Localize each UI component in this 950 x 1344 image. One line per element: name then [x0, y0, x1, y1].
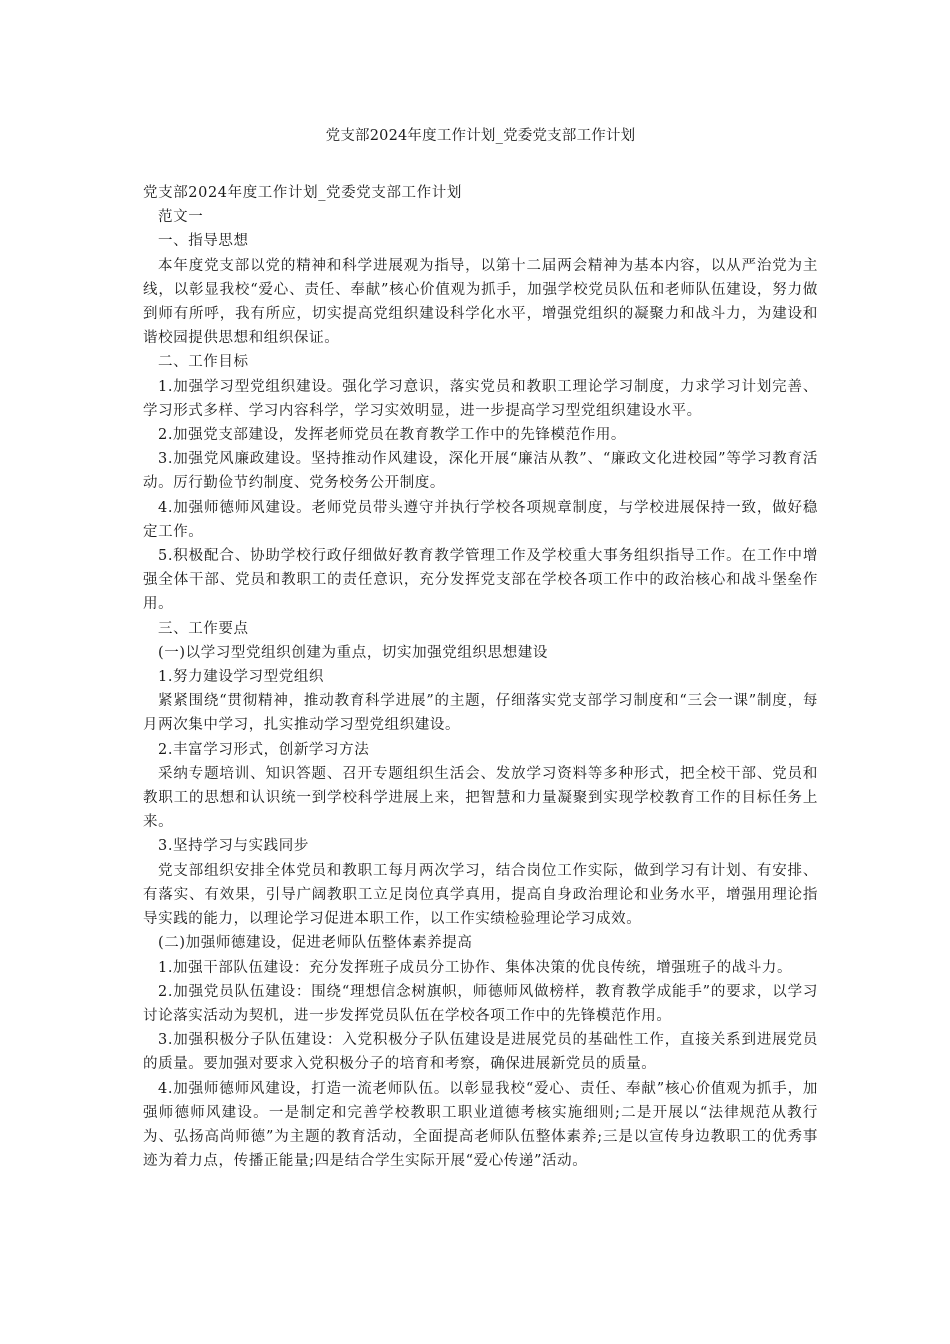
paragraph: 1.加强干部队伍建设：充分发挥班子成员分工协作、集体决策的优良传统，增强班子的战斗力。	[158, 959, 793, 976]
paragraph: 党支部2024年度工作计划_党委党支部工作计划	[143, 185, 462, 201]
paragraph: 二、工作目标	[158, 354, 249, 371]
paragraph: 3.加强积极分子队伍建设：入党积极分子队伍建设是进展党员的基础性工作，直接关系到进展党员的质量。要加强对要求入党积极分子的培育和考察，确保进展新党员的质量。	[143, 1032, 818, 1073]
paragraph: 范文一	[158, 209, 204, 226]
paragraph: 3.加强党风廉政建设。坚持推动作风建设，深化开展“廉洁从教”、“廉政文化进校园”等学习教育活动。厉行勤俭节约制度、党务校务公开制度。	[143, 451, 818, 492]
document-title: 党支部2024年度工作计划_党委党支部工作计划	[325, 128, 636, 144]
paragraph: 3.坚持学习与实践同步	[158, 838, 309, 855]
paragraph: 1.加强学习型党组织建设。强化学习意识，落实党员和教职工理论学习制度，力求学习计划完善、学习形式多样、学习内容科学，学习实效明显，进一步提高学习型党组织建设水平。	[143, 378, 818, 419]
paragraph: 党支部组织安排全体党员和教职工每月两次学习，结合岗位工作实际，做到学习有计划、有安排、有落实、有效果，引导广阔教职工立足岗位真学真用，提高自身政治理论和业务水平，增强用理论指导实践的能力，以理论学习促进本职工作，以工作实绩检验理论学习成效。	[143, 862, 818, 928]
paragraph: 本年度党支部以党的精神和科学进展观为指导，以第十二届两会精神为基本内容，以从严治党为主线，以彰显我校“爱心、责任、奉献”核心价值观为抓手，加强学校党员队伍和老师队伍建设，努力做到师有所呼，我有所应，切实提高党组织建设科学化水平，增强党组织的凝聚力和战斗力，为建设和谐校园提供思想和组织保证。	[143, 257, 818, 347]
paragraph: (二)加强师德建设，促进老师队伍整体素养提高	[158, 935, 473, 952]
document-body	[143, 181, 818, 1173]
paragraph: (一)以学习型党组织创建为重点，切实加强党组织思想建设	[158, 644, 549, 661]
paragraph: 一、指导思想	[158, 233, 249, 250]
paragraph: 2.丰富学习形式，创新学习方法	[158, 741, 370, 758]
paragraph: 采纳专题培训、知识答题、召开专题组织生活会、发放学习资料等多种形式，把全校干部、党员和教职工的思想和认识统一到学校科学进展上来，把智慧和力量凝聚到实现学校教育工作的目标任务上来。	[143, 765, 818, 831]
paragraph: 4.加强师德师风建设，打造一流老师队伍。以彰显我校“爱心、责任、奉献”核心价值观为抓手，加强师德师风建设。一是制定和完善学校教职工职业道德考核实施细则;二是开展以“法律规范从教行为、弘扬高尚师德”为主题的教育活动，全面提高老师队伍整体素养;三是以宣传身边教职工的优秀事迹为着力点，传播正能量;四是结合学生实际开展“爱心传递”活动。	[143, 1080, 818, 1170]
paragraph: 5.积极配合、协助学校行政仔细做好教育教学管理工作及学校重大事务组织指导工作。在工作中增强全体干部、党员和教职工的责任意识，充分发挥党支部在学校各项工作中的政治核心和战斗堡垒作用。	[143, 548, 818, 613]
paragraph: 2.加强党员队伍建设：围绕“理想信念树旗帜，师德师风做榜样，教育教学成能手”的要求，以学习讨论落实活动为契机，进一步发挥党员队伍在学校各项工作中的先锋模范作用。	[143, 983, 818, 1024]
paragraph: 4.加强师德师风建设。老师党员带头遵守并执行学校各项规章制度，与学校进展保持一致，做好稳定工作。	[143, 499, 818, 540]
paragraph: 2.加强党支部建设，发挥老师党员在教育教学工作中的先锋模范作用。	[158, 427, 627, 444]
paragraph: 1.努力建设学习型党组织	[158, 669, 325, 686]
paragraph: 紧紧围绕“贯彻精神，推动教育科学进展”的主题，仔细落实党支部学习制度和“三会一课”制度，每月两次集中学习，扎实推动学习型党组织建设。	[143, 693, 818, 734]
paragraph: 三、工作要点	[158, 620, 249, 637]
